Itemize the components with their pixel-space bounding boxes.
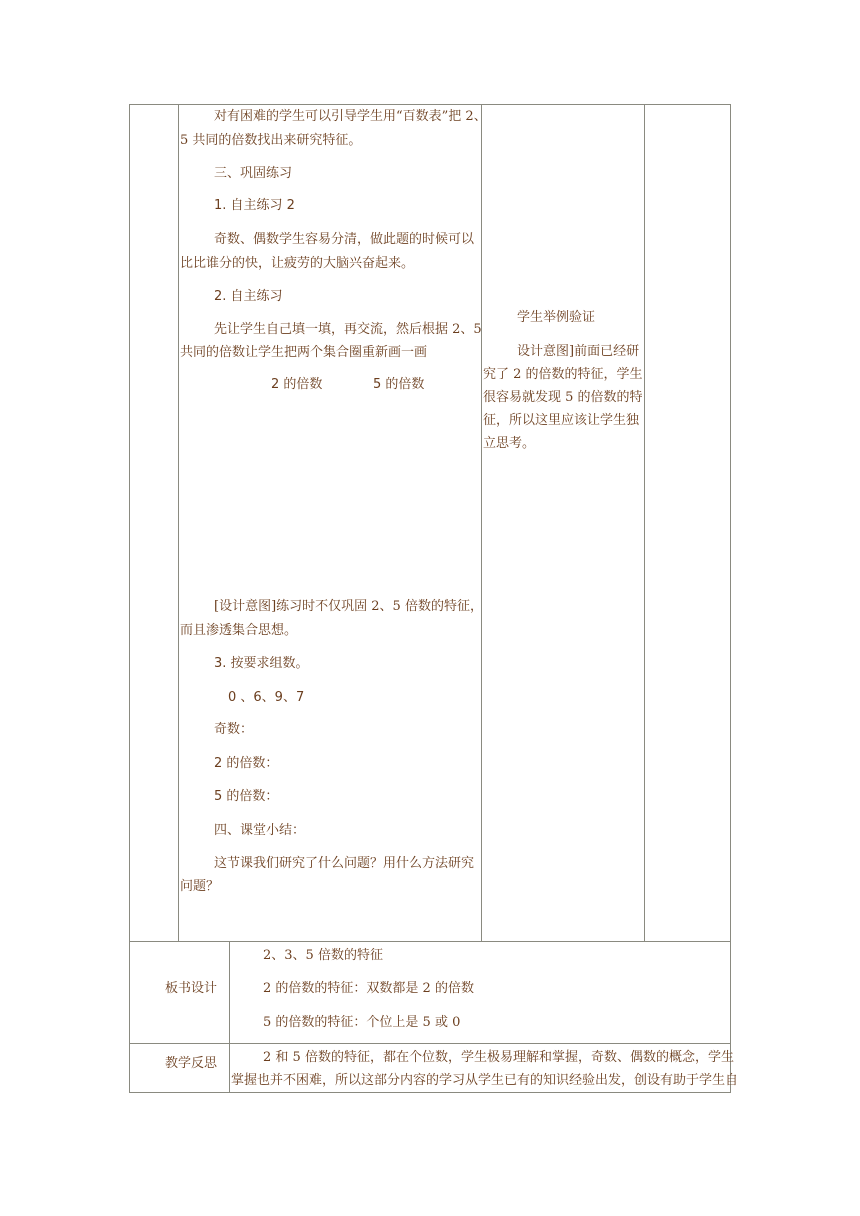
student-design-line1: 设计意图]前面已经研 — [517, 344, 640, 359]
table-border-top — [129, 104, 731, 105]
student-activity: 学生举例验证 — [517, 310, 596, 325]
column-divider-1 — [178, 104, 179, 942]
table-border-left — [129, 104, 130, 1093]
student-design-line2: 究了 2 的倍数的特征，学生 — [483, 367, 643, 382]
reflection-line2: 掌握也并不困难，所以这部分内容的学习从学生已有的知识经验出发，创设有助于学生自 — [231, 1073, 739, 1088]
mult5-label: 5 的倍数： — [214, 789, 279, 804]
summary-line2: 问题？ — [180, 879, 220, 894]
reflection-line1: 2 和 5 倍数的特征，都在个位数，学生极易理解和掌握，奇数、偶数的概念，学生 — [263, 1050, 734, 1065]
ex1-line2: 比比谁分的快，让疲劳的大脑兴奋起来。 — [180, 256, 415, 271]
table-border-right — [730, 104, 731, 1093]
set-label-5: 5 的倍数 — [373, 377, 425, 392]
set-label-2: 2 的倍数 — [271, 377, 323, 392]
odd-label: 奇数： — [214, 722, 254, 737]
reflection-label: 教学反思 — [165, 1056, 218, 1071]
summary-line1: 这节课我们研究了什么问题？用什么方法研究 — [214, 856, 475, 871]
column-divider-lower — [229, 941, 230, 1093]
ex2-line1: 先让学生自己填一填，再交流，然后根据 2、5 — [214, 322, 482, 337]
ex1-title: 1. 自主练习 2 — [214, 198, 295, 213]
board-line1: 2、3、5 倍数的特征 — [263, 948, 383, 963]
section4-title: 四、课堂小结： — [214, 823, 306, 838]
row-divider-reflection — [129, 1043, 731, 1044]
board-line2: 2 的倍数的特征：双数都是 2 的倍数 — [263, 981, 474, 996]
student-design-line5: 立思考。 — [483, 436, 536, 451]
student-design-line4: 征，所以这里应该让学生独 — [483, 413, 640, 428]
para1-line1: 对有困难的学生可以引导学生用“百数表”把 2、 — [214, 109, 487, 124]
ex2-line2: 共同的倍数让学生把两个集合圈重新画一画 — [180, 345, 428, 360]
column-divider-2 — [481, 104, 482, 942]
ex3-digits: 0 、6、9、7 — [228, 690, 305, 705]
ex2-title: 2. 自主练习 — [214, 289, 283, 304]
board-line3: 5 的倍数的特征：个位上是 5 或 0 — [263, 1015, 461, 1030]
column-divider-3 — [644, 104, 645, 942]
design-note-line2: 而且渗透集合思想。 — [180, 623, 298, 638]
row-divider-board — [129, 941, 731, 942]
para1-line2: 5 共同的倍数找出来研究特征。 — [180, 133, 362, 148]
design-note-line1: [设计意图]练习时不仅巩固 2、5 倍数的特征， — [214, 599, 483, 614]
table-border-bottom — [129, 1092, 731, 1093]
student-design-line3: 很容易就发现 5 的倍数的特 — [483, 390, 643, 405]
section3-title: 三、巩固练习 — [214, 166, 293, 181]
ex1-line1: 奇数、偶数学生容易分清，做此题的时候可以 — [214, 232, 475, 247]
mult2-label: 2 的倍数： — [214, 756, 279, 771]
board-design-label: 板书设计 — [165, 981, 218, 996]
ex3-title: 3. 按要求组数。 — [214, 656, 309, 671]
